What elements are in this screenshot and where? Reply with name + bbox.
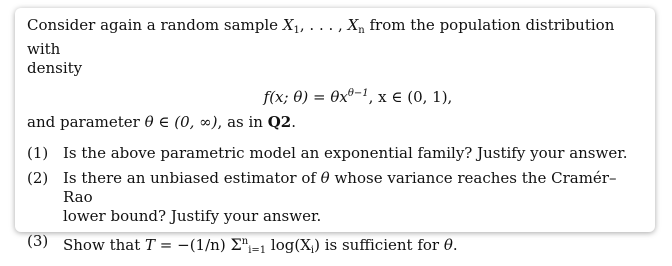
intro-density: density	[27, 59, 83, 77]
problem-text	[27, 16, 639, 266]
question-number: (1)	[27, 144, 49, 162]
formula-support: , x ∈ (0, 1),	[368, 88, 453, 106]
q2-reference: Q2	[267, 113, 292, 131]
question-period: .	[452, 236, 458, 254]
question-list	[27, 144, 639, 260]
question-text-2: whose variance reaches the Cramér–Rao	[63, 169, 617, 206]
density-formula	[27, 84, 639, 107]
theta-symbol: θ	[320, 169, 330, 187]
intro-paragraph	[27, 16, 639, 78]
question-number: (3)	[27, 232, 49, 250]
formula-exponent: θ−1	[347, 88, 369, 99]
sum-symbol: Σ	[230, 235, 242, 254]
theta-symbol: θ	[443, 236, 453, 254]
statistic-eq: = −(1/n)	[155, 236, 231, 254]
question-1	[27, 144, 639, 163]
xn-var: X	[347, 16, 359, 34]
question-number: (2)	[27, 169, 49, 187]
statistic-T: T	[145, 236, 156, 254]
log-sub: i	[310, 245, 315, 256]
question-3	[27, 232, 639, 260]
log-term: log(X	[266, 236, 311, 254]
question-text: Is the above parametric model an exponential family? Justify your answer.	[63, 144, 628, 162]
question-text: Show that	[63, 236, 146, 254]
dots: , . . . ,	[299, 16, 348, 34]
problem-card	[15, 8, 655, 256]
formula-lhs: f(x; θ) = θx	[263, 88, 348, 106]
question-text-2: is sufficient for	[319, 236, 444, 254]
x1-sub: 1	[293, 25, 300, 36]
xn-sub: n	[358, 25, 365, 36]
intro-text: Consider again a random sample	[27, 16, 283, 34]
sample-last	[348, 16, 365, 34]
question-2	[27, 169, 639, 226]
intro-text-2: from the population distribution with	[27, 16, 615, 58]
sum-upper: n	[241, 236, 249, 247]
sample-first	[283, 16, 300, 34]
x1-var: X	[282, 16, 294, 34]
param-period: .	[291, 113, 296, 131]
param-space: θ ∈ (0, ∞)	[144, 113, 218, 131]
question-text-3: lower bound? Justify your answer.	[63, 207, 322, 225]
question-text: Is there an unbiased estimator of	[63, 169, 321, 187]
sum-lower: i=1	[248, 245, 267, 256]
log-close: )	[314, 236, 320, 254]
param-text: and parameter	[27, 113, 145, 131]
param-text-2: , as in	[217, 113, 268, 131]
parameter-line	[27, 113, 639, 132]
